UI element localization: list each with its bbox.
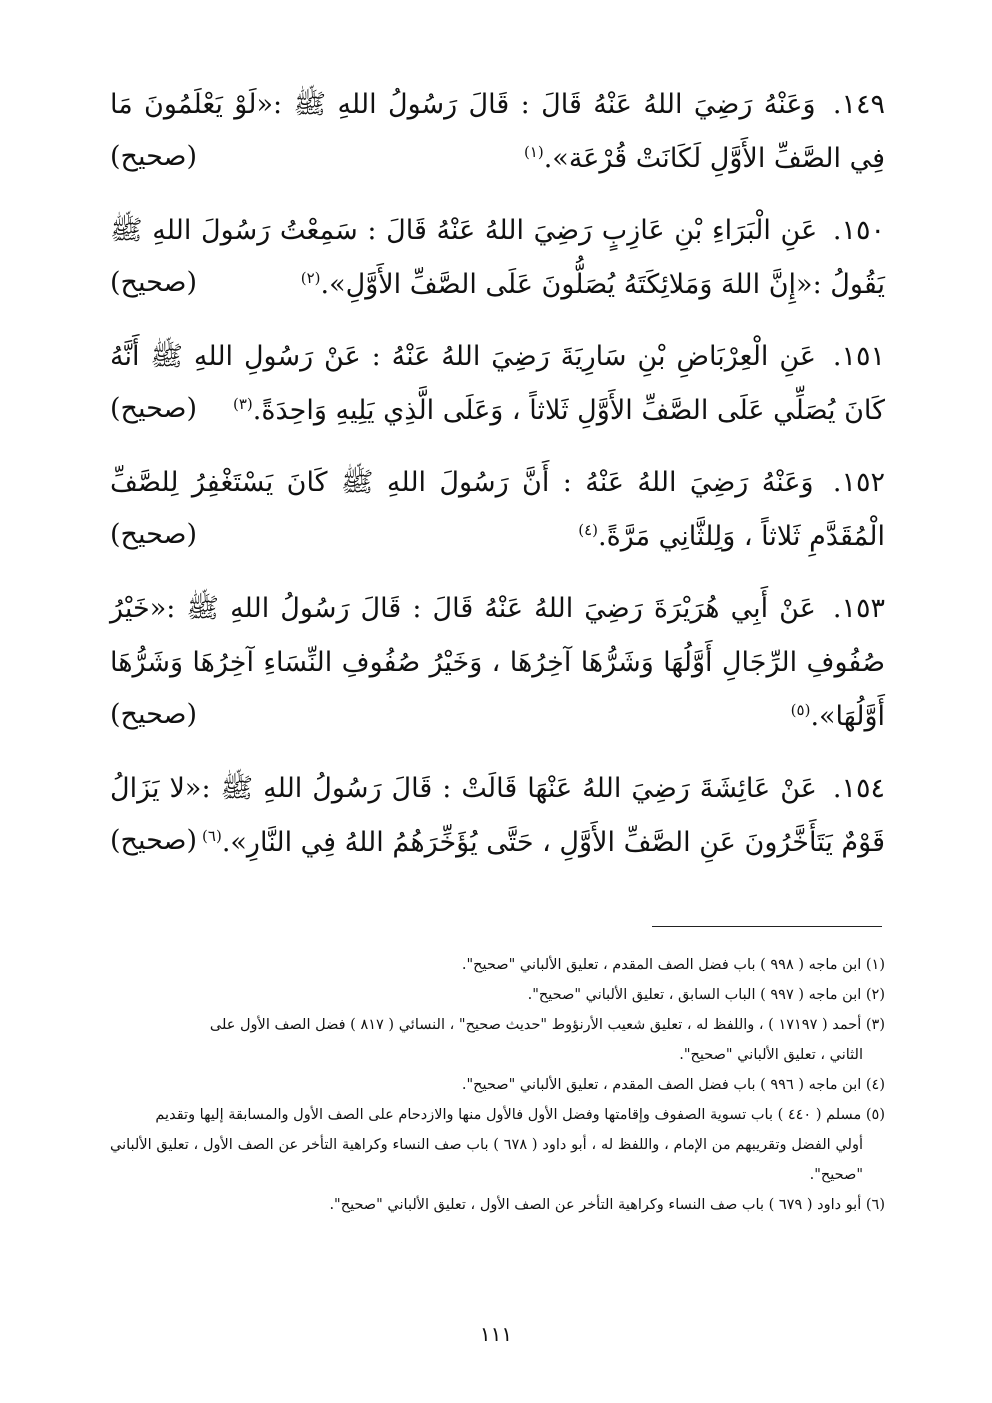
footnote-text: (٣) أحمد ( ١٧١٩٧ ) ، واللفظ له ، تعليق شعيب الأرنؤوط "حديث صحيح" ، النسائي ( ٨١٧ ) فضل الصف الأول على: [209, 1017, 885, 1033]
hadith-number: ١٤٩.: [832, 89, 885, 120]
hadith-number: ١٥٢.: [832, 467, 885, 498]
footnote-continuation: أولي الفضل وتقريبهم من الإمام ، واللفظ له ، أبو داود ( ٦٧٨ ) باب صف النساء وكراهية التأخر عن الصف الأول ، تعليق الألباني "صحيح".: [110, 1137, 863, 1183]
hadith-text: وَعَنْهُ رَضِيَ اللهُ عَنْهُ : أَنَّ رَسُولَ اللهِ ﷺ كَانَ يَسْتَغْفِرُ لِلصَّفِّ الْمُقَدَّمِ ثَلاثاً ، وَلِلثَّانِي مَرَّةً.: [110, 467, 885, 552]
footnote-text: (٦) أبو داود ( ٦٧٩ ) باب صف النساء وكراهية التأخر عن الصف الأول ، تعليق الألباني "صحيح".: [329, 1197, 885, 1213]
hadith-text: عَنِ الْعِرْبَاضِ بْنِ سَارِيَةَ رَضِيَ اللهُ عَنْهُ : عَنْ رَسُولِ اللهِ ﷺ أَنَّهُ كَانَ يُصَلِّي عَلَى الصَّفِّ الأَوَّلِ ثَلاثاً ، وَعَلَى الَّذِي يَلِيهِ وَاحِدَةً.: [110, 341, 885, 426]
hadith-grade: (صحيح): [110, 393, 197, 424]
hadith-number: ١٥٣.: [832, 593, 885, 624]
hadith-text: عَنِ الْبَرَاءِ بْنِ عَازِبٍ رَضِيَ اللهُ عَنْهُ قَالَ : سَمِعْتُ رَسُولَ اللهِ ﷺ يَقُولُ :«إِنَّ اللهَ وَمَلائِكَتَهُ يُصَلُّونَ عَلَى الصَّفِّ الأَوَّلِ».: [110, 215, 885, 300]
footnote-reference[interactable]: (١): [523, 143, 544, 161]
hadith-grade: (صحيح): [110, 519, 197, 550]
hadith-154: [110, 762, 885, 870]
footnote-2: [110, 980, 885, 1010]
hadith-grade: (صحيح): [110, 699, 197, 730]
footnote-reference[interactable]: (٣): [232, 395, 253, 413]
hadith-text: وَعَنْهُ رَضِيَ اللهُ عَنْهُ قَالَ : قَالَ رَسُولُ اللهِ ﷺ :«لَوْ يَعْلَمُونَ مَا فِي الصَّفِّ الأَوَّلِ لَكَانَتْ قُرْعَة».: [110, 89, 885, 174]
hadith-153: [110, 582, 885, 744]
footnote-reference[interactable]: (٤): [578, 521, 599, 539]
footnote-continuation: الثاني ، تعليق الألباني "صحيح".: [679, 1047, 863, 1063]
footnote-text: (١) ابن ماجه ( ٩٩٨ ) باب فضل الصف المقدم ، تعليق الألباني "صحيح".: [461, 957, 885, 973]
hadith-151: [110, 330, 885, 438]
hadith-number: ١٥١.: [832, 341, 885, 372]
page-number: ١١١: [479, 1322, 513, 1346]
hadith-text: عَنْ عَائِشَةَ رَضِيَ اللهُ عَنْهَا قَالَتْ : قَالَ رَسُولُ اللهِ ﷺ :«لا يَزَالُ قَوْمٌ يَتَأَخَّرُونَ عَنِ الصَّفِّ الأَوَّلِ ، حَتَّى يُؤَخِّرَهُمُ اللهُ فِي النَّارِ».: [110, 773, 885, 858]
footnote-text: (٢) ابن ماجه ( ٩٩٧ ) الباب السابق ، تعليق الألباني "صحيح".: [527, 987, 885, 1003]
footnote-3: [110, 1010, 885, 1070]
hadith-text: عَنْ أَبِي هُرَيْرَةَ رَضِيَ اللهُ عَنْهُ قَالَ : قَالَ رَسُولُ اللهِ ﷺ :«خَيْرُ صُفُوفِ الرِّجَالِ أَوَّلُهَا وَشَرُّهَا آخِرُهَا ، وَخَيْرُ صُفُوفِ النِّسَاءِ آخِرُهَا وَشَرُّهَا أَوَّلُهَا».: [110, 593, 885, 732]
footnote-reference[interactable]: (٦): [202, 827, 222, 845]
hadith-number: ١٥٤.: [832, 773, 886, 804]
hadith-number: ١٥٠.: [832, 215, 885, 246]
footnote-reference[interactable]: (٢): [300, 269, 321, 287]
footnote-divider: [652, 926, 882, 927]
hadith-grade: (صحيح): [110, 141, 197, 172]
footnote-reference[interactable]: (٥): [790, 701, 811, 719]
footnote-4: [110, 1070, 885, 1100]
footnote-6: [110, 1190, 885, 1220]
footnote-5: [110, 1100, 885, 1190]
hadith-150: [110, 204, 885, 312]
hadith-grade: (صحيح): [110, 267, 197, 298]
footnote-1: [110, 950, 885, 980]
footnote-text: (٥) مسلم ( ٤٤٠ ) باب تسوية الصفوف وإقامتها وفضل الأول فالأول منها والازدحام على الصف الأول والمسابقة إليها وتقديم: [155, 1107, 885, 1123]
hadith-152: [110, 456, 885, 564]
hadith-list: [110, 78, 885, 888]
footnote-text: (٤) ابن ماجه ( ٩٩٦ ) باب فضل الصف المقدم ، تعليق الألباني "صحيح".: [461, 1077, 885, 1093]
footnotes: [110, 950, 885, 1220]
hadith-149: [110, 78, 885, 186]
hadith-grade: (صحيح): [110, 825, 197, 856]
